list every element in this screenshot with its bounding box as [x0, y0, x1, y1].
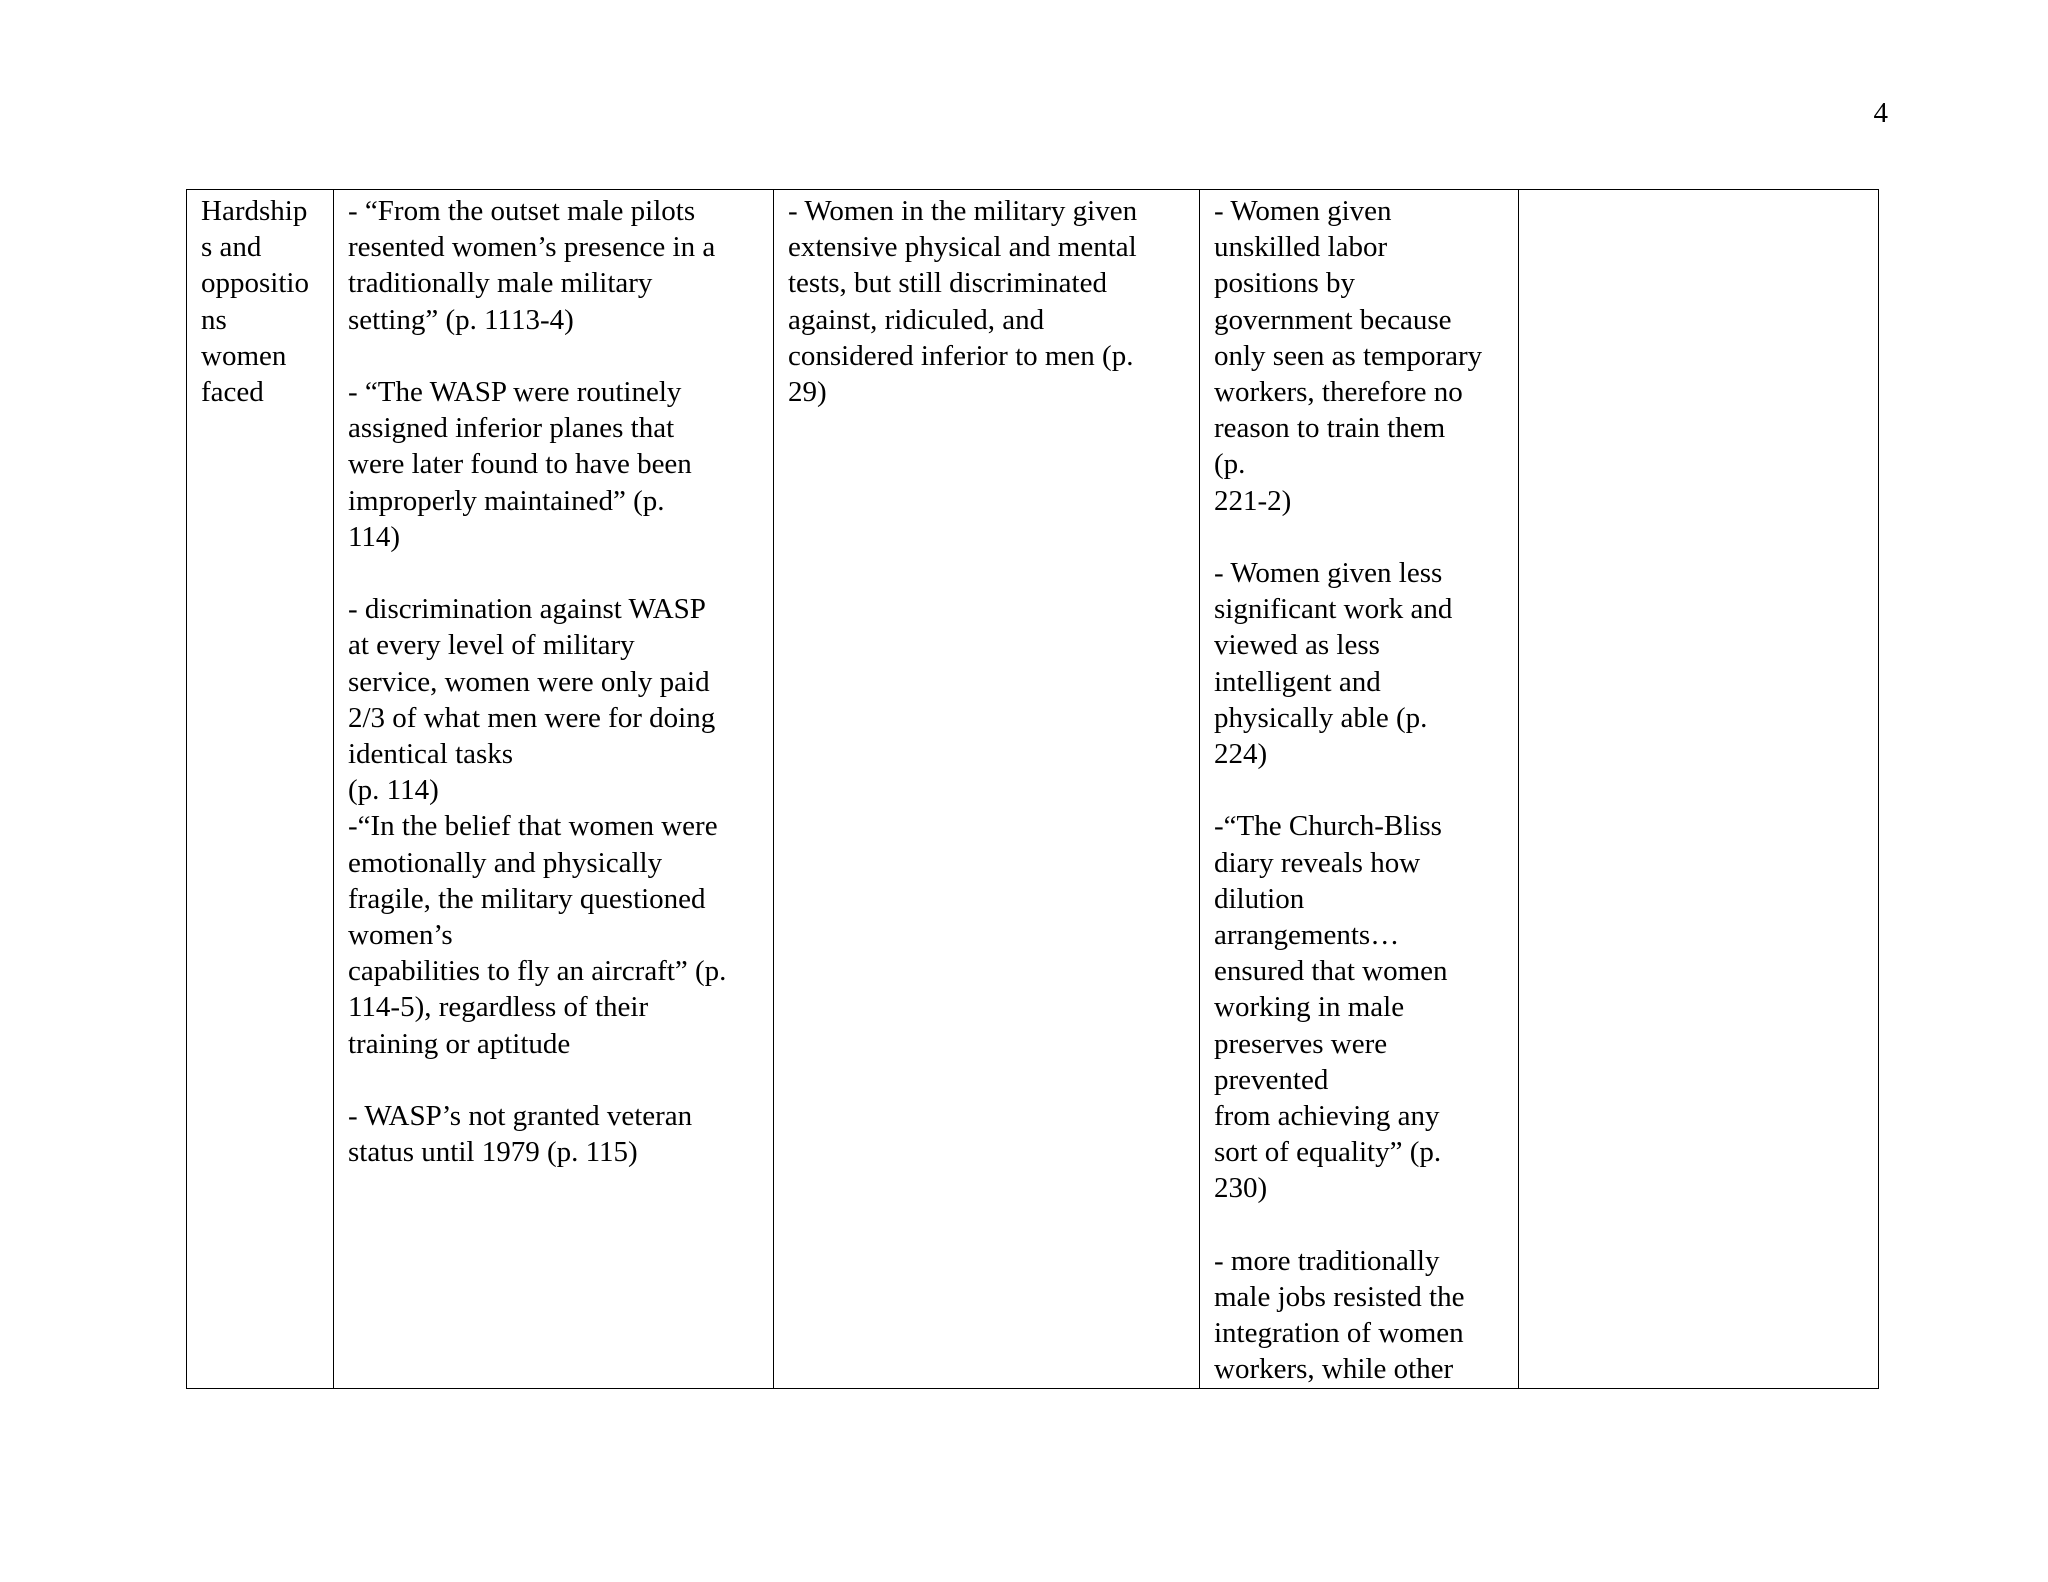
blank-line: [348, 1062, 759, 1098]
note-line: traditionally male military: [348, 267, 653, 300]
note-line: workers, while other: [1214, 1353, 1454, 1386]
note-line: ensured that women: [1214, 955, 1448, 988]
note-line: only seen as temporary: [1214, 339, 1483, 372]
note-line: - WASP’s not granted veteran: [348, 1100, 693, 1133]
topic-line: Hardship: [201, 195, 308, 227]
note-line: identical tasks: [348, 738, 514, 771]
note-line: capabilities to fly an aircraft” (p.: [348, 955, 727, 988]
note-line: at every level of military: [348, 629, 635, 662]
note-line: - discrimination against WASP: [348, 593, 706, 626]
note-line: unskilled labor: [1214, 231, 1388, 264]
note-line: workers, therefore no: [1214, 376, 1463, 409]
note-entry: [1214, 808, 1504, 1206]
note-line: dilution: [1214, 882, 1305, 915]
blank-line: [348, 338, 759, 374]
empty-notes-cell: [1519, 190, 1879, 1389]
note-line: - Women in the military given: [788, 195, 1138, 227]
note-entry: [348, 1098, 759, 1170]
note-line: status until 1979 (p. 115): [348, 1136, 638, 1169]
note-line: sort of equality” (p.: [1214, 1136, 1442, 1169]
topic-cell: [187, 190, 334, 1389]
note-entry: [348, 193, 759, 338]
note-line: physically able (p.: [1214, 701, 1428, 734]
note-line: arrangements…: [1214, 919, 1400, 952]
note-line: training or aptitude: [348, 1027, 571, 1060]
note-line: - “From the outset male pilots: [348, 195, 696, 227]
note-line: male jobs resisted the: [1214, 1281, 1465, 1314]
note-line: diary reveals how: [1214, 846, 1421, 879]
note-entry: [348, 808, 759, 1061]
source-notes-cell-3: [1200, 190, 1519, 1389]
note-line: extensive physical and mental: [788, 231, 1137, 264]
note-entry: [348, 374, 759, 555]
note-line: significant work and: [1214, 593, 1453, 626]
topic-line: women: [201, 339, 287, 372]
notes-col-3: [788, 193, 1185, 410]
note-line: improperly maintained” (p.: [348, 484, 665, 517]
note-line: 29): [788, 376, 827, 409]
blank-line: [1214, 772, 1504, 808]
note-line: positions by: [1214, 267, 1355, 300]
note-line: reason to train them: [1214, 412, 1446, 445]
topic-text: [201, 193, 319, 410]
blank-line: [1214, 1207, 1504, 1243]
note-line: (p.: [1214, 448, 1246, 481]
note-entry: [1214, 1243, 1504, 1388]
note-line: prevented: [1214, 1063, 1329, 1096]
note-line: -“In the belief that women were: [348, 810, 718, 843]
note-entry: [1214, 193, 1504, 519]
note-line: 114): [348, 520, 401, 553]
note-line: from achieving any: [1214, 1100, 1440, 1133]
topic-line: oppositio: [201, 267, 309, 300]
note-line: 2/3 of what men were for doing: [348, 701, 716, 734]
note-line: - “The WASP were routinely: [348, 376, 682, 408]
notes-col-4: [1214, 193, 1504, 1388]
note-entry: [348, 591, 759, 808]
note-line: resented women’s presence in a: [348, 231, 716, 264]
notes-col-2: [348, 193, 759, 1170]
note-line: service, women were only paid: [348, 665, 710, 698]
note-line: assigned inferior planes that: [348, 412, 675, 445]
note-line: (p. 114): [348, 774, 439, 807]
table-row: [187, 190, 1879, 1389]
topic-line: faced: [201, 376, 264, 409]
note-line: women’s: [348, 919, 453, 952]
note-line: were later found to have been: [348, 448, 692, 481]
topic-line: s and: [201, 231, 262, 264]
note-line: considered inferior to men (p.: [788, 339, 1134, 372]
blank-line: [1214, 519, 1504, 555]
note-entry: [788, 193, 1185, 410]
note-line: 114-5), regardless of their: [348, 991, 649, 1024]
blank-line: [348, 555, 759, 591]
note-line: against, ridiculed, and: [788, 303, 1045, 336]
note-line: preserves were: [1214, 1027, 1388, 1060]
note-line: -“The Church-Bliss: [1214, 810, 1442, 843]
source-notes-cell-2: [774, 190, 1200, 1389]
note-line: intelligent and: [1214, 665, 1381, 698]
note-line: - Women given less: [1214, 557, 1443, 590]
notes-table: [186, 189, 1879, 1389]
topic-line: ns: [201, 303, 227, 336]
page-number: 4: [1873, 97, 1888, 129]
note-line: setting” (p. 1113-4): [348, 303, 574, 336]
note-line: 224): [1214, 738, 1268, 771]
source-notes-cell-1: [334, 190, 774, 1389]
note-line: tests, but still discriminated: [788, 267, 1107, 300]
note-line: - more traditionally: [1214, 1244, 1440, 1277]
note-line: viewed as less: [1214, 629, 1380, 662]
note-line: 221-2): [1214, 484, 1292, 517]
note-entry: [1214, 555, 1504, 772]
note-line: 230): [1214, 1172, 1268, 1205]
note-line: emotionally and physically: [348, 846, 663, 879]
note-line: - Women given: [1214, 195, 1392, 227]
note-line: government because: [1214, 303, 1452, 336]
note-line: fragile, the military questioned: [348, 882, 706, 915]
note-line: integration of women: [1214, 1317, 1464, 1350]
note-line: working in male: [1214, 991, 1405, 1024]
